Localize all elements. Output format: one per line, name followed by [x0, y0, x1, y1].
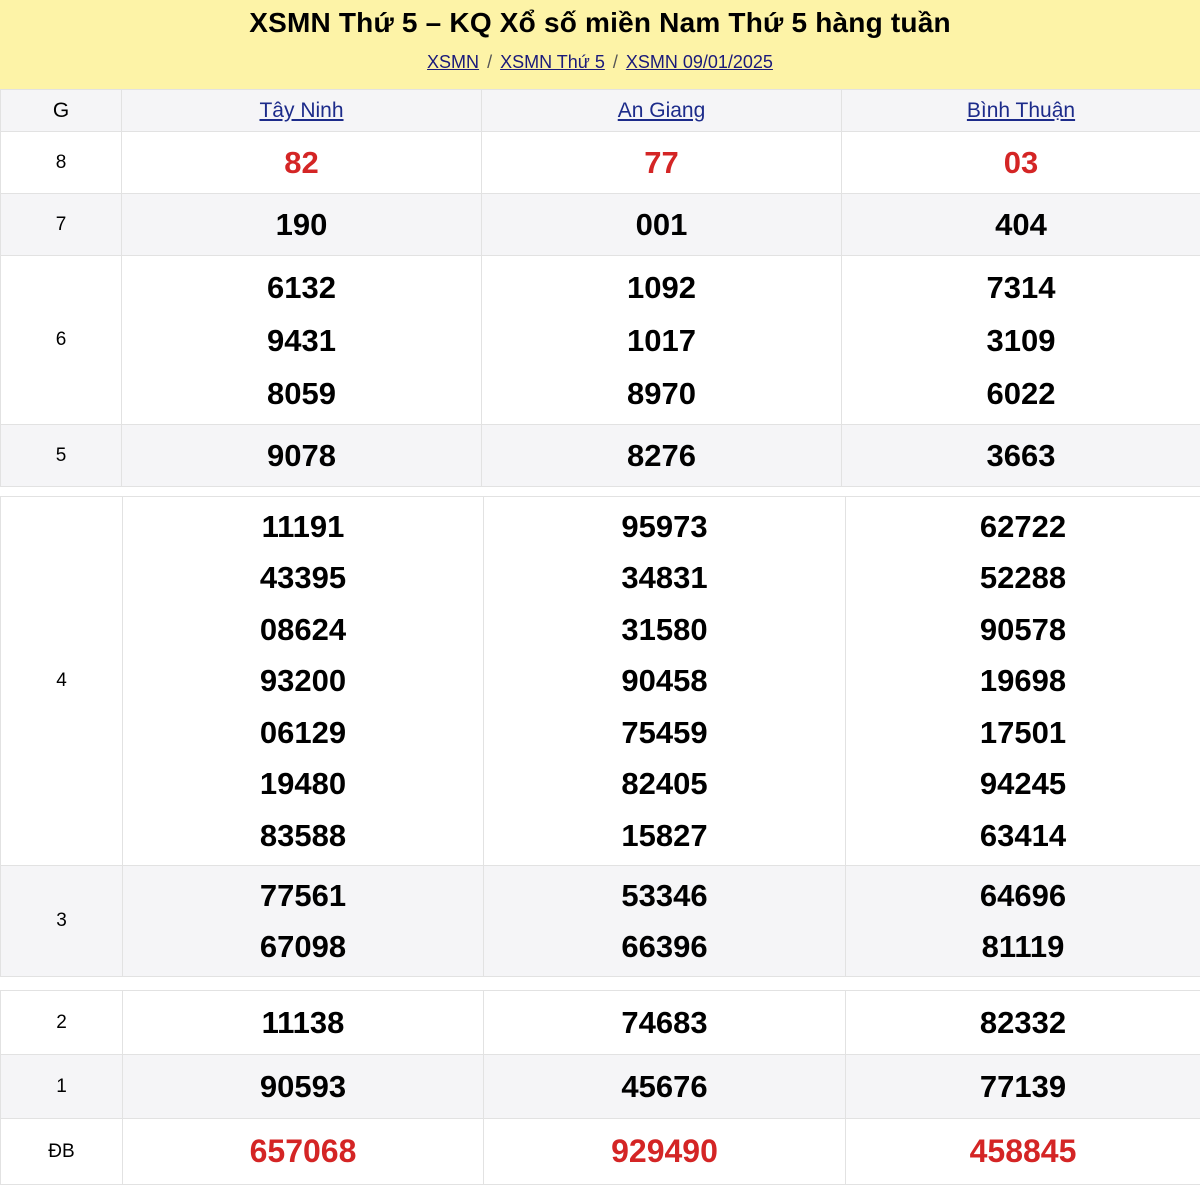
breadcrumb-separator: /: [487, 52, 493, 72]
breadcrumb: [0, 52, 1200, 73]
result-number: 03: [1003, 144, 1039, 180]
result-number: 53346: [621, 878, 708, 913]
result-cell: [123, 1055, 484, 1119]
province-link-binh-thuan[interactable]: Bình Thuận: [966, 98, 1076, 122]
result-cell: [484, 1055, 846, 1119]
prize-row-7: [1, 194, 1200, 256]
result-number: 43395: [259, 560, 347, 596]
page-title: XSMN Thứ 5 – KQ Xổ số miền Nam Thứ 5 hàng tuần: [249, 7, 951, 38]
province-link-an-giang[interactable]: An Giang: [617, 98, 706, 122]
result-cell: [846, 1055, 1200, 1119]
result-cell: [842, 132, 1200, 194]
province-link-tay-ninh[interactable]: Tây Ninh: [259, 98, 344, 122]
result-cell: [842, 256, 1200, 425]
result-number: 66396: [621, 929, 708, 964]
result-cell: [482, 194, 842, 256]
special-result-number: 657068: [249, 1133, 357, 1169]
prize-row-special: [1, 1119, 1200, 1185]
result-cell: [122, 194, 482, 256]
result-cell: [846, 991, 1200, 1055]
result-number: 19698: [979, 663, 1067, 699]
prize-label: 2: [1, 991, 123, 1055]
result-number: 77561: [259, 878, 347, 913]
prize-label: 5: [1, 425, 122, 487]
province-header: [842, 90, 1200, 132]
prize-row-6: [1, 256, 1200, 425]
result-cell: [122, 256, 482, 425]
result-cell: [842, 425, 1200, 487]
result-number: 1017: [627, 322, 696, 358]
result-cell: [846, 866, 1200, 977]
result-number: 7314: [986, 269, 1056, 305]
result-cell: [846, 497, 1200, 866]
province-header: [482, 90, 842, 132]
special-result-number: 458845: [969, 1133, 1077, 1169]
prize-row-3: [1, 866, 1200, 977]
province-header: [122, 90, 482, 132]
result-number: 6022: [986, 375, 1056, 411]
result-cell: [482, 256, 842, 425]
result-number: 81119: [981, 929, 1065, 964]
result-cell: [482, 425, 842, 487]
result-number: 31580: [621, 611, 708, 647]
result-cell: [123, 866, 484, 977]
result-number: 82405: [621, 766, 708, 802]
result-cell: [123, 497, 484, 866]
result-cell: [482, 132, 842, 194]
table-header-row: [1, 90, 1200, 132]
result-number: 63414: [979, 817, 1067, 853]
prize-column-header: G: [1, 90, 122, 132]
prize-row-4: [1, 497, 1200, 866]
result-number: 90593: [259, 1068, 347, 1104]
result-number: 93200: [259, 663, 347, 699]
result-number: 90578: [979, 611, 1067, 647]
result-cell: [842, 194, 1200, 256]
result-number: 3663: [986, 437, 1056, 473]
result-number: 3109: [986, 322, 1056, 358]
result-number: 64696: [979, 878, 1067, 913]
prize-label: 3: [1, 866, 123, 977]
breadcrumb-xsmn-link[interactable]: XSMN: [427, 52, 480, 72]
prize-row-5: [1, 425, 1200, 487]
result-number: 75459: [621, 714, 708, 750]
result-cell: [846, 1119, 1200, 1185]
result-number: 9078: [267, 437, 336, 473]
prize-row-8: [1, 132, 1200, 194]
result-number: 62722: [979, 509, 1067, 545]
result-cell: [484, 866, 846, 977]
result-number: 77: [644, 144, 679, 180]
result-number: 9431: [267, 322, 336, 358]
result-cell: [122, 132, 482, 194]
breadcrumb-date-link[interactable]: XSMN 09/01/2025: [625, 52, 773, 72]
result-number: 45676: [621, 1068, 708, 1104]
result-number: 77139: [979, 1068, 1067, 1104]
result-number: 83588: [259, 817, 347, 853]
breadcrumb-xsmn-thu5-link[interactable]: XSMN Thứ 5: [500, 52, 605, 72]
prize-label: 4: [1, 497, 123, 866]
result-number: 74683: [621, 1004, 708, 1040]
special-result-number: 929490: [611, 1133, 718, 1169]
prize-row-2: [1, 991, 1200, 1055]
prize-row-1: [1, 1055, 1200, 1119]
prize-label: 6: [1, 256, 122, 425]
result-number: 1092: [627, 269, 696, 305]
result-number: 82332: [979, 1004, 1067, 1040]
result-number: 08624: [259, 611, 347, 647]
result-number: 404: [995, 206, 1047, 242]
result-cell: [484, 497, 846, 866]
result-number: 67098: [259, 929, 347, 964]
result-number: 190: [275, 206, 328, 242]
results-table-middle: [0, 496, 1200, 977]
result-number: 11191: [261, 509, 345, 545]
result-number: 8059: [267, 375, 336, 411]
result-number: 8970: [627, 375, 696, 411]
result-number: 19480: [259, 766, 347, 802]
result-number: 95973: [621, 509, 708, 545]
prize-label: 8: [1, 132, 122, 194]
result-number: 52288: [979, 560, 1067, 596]
results-table-top: [0, 89, 1200, 487]
result-number: 15827: [621, 817, 708, 853]
page-header: [0, 0, 1200, 89]
breadcrumb-separator: /: [612, 52, 618, 72]
result-number: 34831: [621, 560, 708, 596]
result-number: 8276: [627, 437, 696, 473]
result-number: 94245: [979, 766, 1067, 802]
result-number: 6132: [267, 269, 336, 305]
result-number: 90458: [621, 663, 708, 699]
result-cell: [484, 991, 846, 1055]
result-cell: [123, 991, 484, 1055]
result-number: 11138: [261, 1004, 345, 1040]
result-cell: [484, 1119, 846, 1185]
result-cell: [123, 1119, 484, 1185]
prize-label: ĐB: [1, 1119, 123, 1185]
prize-label: 1: [1, 1055, 123, 1119]
results-table-bottom: [0, 990, 1200, 1185]
result-number: 001: [635, 206, 688, 242]
result-number: 82: [284, 144, 319, 180]
result-number: 17501: [979, 714, 1067, 750]
result-cell: [122, 425, 482, 487]
prize-label: 7: [1, 194, 122, 256]
result-number: 06129: [259, 714, 347, 750]
